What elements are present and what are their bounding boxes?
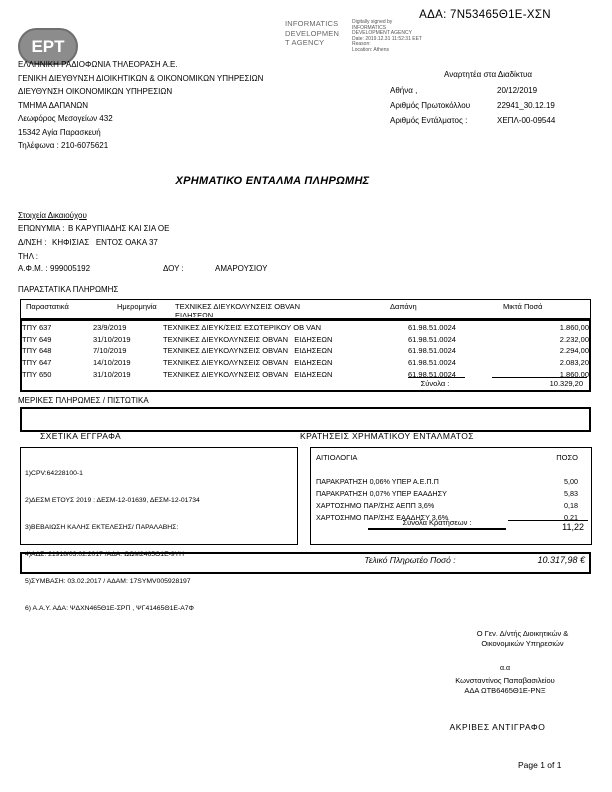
invoice-description: ΤΕΧΝΙΚΕΣ ΔΙΕΥΚΟΛΥΝΣΕΙΣ ΟΒVAN ΕΙΔΗΣΕΩΝ bbox=[163, 358, 333, 368]
signatory-ada: ΑΔΑ ΩΤΒ6465Θ1Ε-ΡΝΞ bbox=[464, 686, 546, 695]
invoice-expense-code: 61.98.51.0024 bbox=[408, 346, 456, 356]
city-label: Αθήνα , bbox=[390, 86, 418, 95]
related-docs-lines bbox=[25, 451, 295, 631]
invoice-expense-code: 61.98.51.0024 bbox=[408, 323, 456, 333]
invoice-expense-code: 61.98.51.0024 bbox=[408, 369, 456, 379]
stamp-detail-line: DEVELOPMENT AGENCY bbox=[352, 30, 412, 37]
sender-line: ΔΙΕΥΘΥΝΣΗ ΟΙΚΟΝΟΜΙΚΩΝ ΥΠΗΡΕΣΙΩΝ bbox=[18, 87, 173, 96]
order-number-label: Αριθμός Εντάλματος : bbox=[390, 116, 468, 125]
signatory-name: Κωνσταντίνος Παπαβασιλείου bbox=[455, 676, 555, 685]
invoice-description: ΤΕΧΝΙΚΕΣ ΔΙΕΥΚΟΛΥΝΣΕΙΣ ΟΒVAN ΕΙΔΗΣΕΩΝ bbox=[163, 369, 333, 379]
sender-line: ΓΕΝΙΚΗ ΔΙΕΥΘΥΝΣΗ ΔΙΟΙΚΗΤΙΚΩΝ & ΟΙΚΟΝΟΜΙΚΩΝ ΥΠΗΡΕΣΙΩΝ bbox=[18, 73, 264, 83]
invoice-date: 14/10/2019 bbox=[93, 358, 131, 368]
invoice-gross-amount: 2.294,00 bbox=[559, 346, 589, 356]
invoice-date: 31/10/2019 bbox=[93, 334, 131, 344]
col-header-doc: Παραστατικά bbox=[26, 302, 69, 311]
deductions-total-label: Σύνολα Κρατήσεων : bbox=[368, 518, 506, 530]
final-amount-label: Τελικό Πληρωτέο Ποσό : bbox=[364, 555, 456, 565]
invoice-gross-amount: 2.232,00 bbox=[559, 334, 589, 344]
digital-signature-details bbox=[352, 20, 442, 54]
invoice-date: 31/10/2019 bbox=[93, 369, 131, 379]
stamp-detail-line: Location: Athens bbox=[352, 46, 389, 53]
sender-info-block bbox=[18, 58, 348, 153]
totals-label: Σύνολα : bbox=[420, 378, 450, 388]
invoice-doc: ΤΠΥ 647 bbox=[22, 358, 52, 368]
stamp-detail-line: INFORMATICS bbox=[352, 24, 387, 31]
col-header-description: ΤΕΧΝΙΚΕΣ ΔΙΕΥΚΟΛΥΝΣΕΙΣ ΟΒVAN bbox=[175, 302, 300, 311]
sender-line: ΕΛΛΗΝΙΚΗ ΡΑΔΙΟΦΩΝΙΑ ΤΗΛΕΟΡΑΣΗ Α.Ε. bbox=[18, 60, 178, 69]
related-doc-line: 1)CPV:64228100-1 bbox=[25, 470, 83, 477]
stamp-detail-line: Date: 2019.12.31 11:52:31 EET bbox=[352, 35, 422, 42]
deduction-amount: 0,18 bbox=[564, 501, 578, 510]
sender-line: Τηλέφωνα : 210-6075621 bbox=[18, 141, 109, 150]
by-order-note: α.α bbox=[499, 665, 511, 672]
beneficiary-address-label: Δ/ΝΣΗ : bbox=[18, 238, 47, 247]
stamp-agency-line: DEVELOPMEN bbox=[285, 28, 340, 38]
related-doc-line: 4)ΑΔΣ: 21918/03.02.2017 /ΑΔΑ: ΩΩΜ2465Θ1Ε-9ΥΗ bbox=[25, 551, 185, 558]
stamp-detail-line: Reason: bbox=[352, 41, 371, 48]
deductions-total-rule bbox=[508, 520, 588, 521]
signatory-title bbox=[440, 629, 605, 649]
col-header-gross: Μικτά Ποσά bbox=[503, 302, 543, 311]
beneficiary-afm: 999005192 bbox=[50, 264, 91, 273]
beneficiary-name: Β ΚΑΡΥΠΙΑΔΗΣ ΚΑΙ ΣΙΑ ΟΕ bbox=[68, 224, 170, 233]
stamp-detail-line: Digitally signed by bbox=[352, 19, 393, 25]
deduction-reason: ΠΑΡΑΚΡΑΤΗΣΗ 0,06% ΥΠΕΡ Α.Ε.Π.Π bbox=[316, 477, 439, 486]
document-date: 20/12/2019 bbox=[497, 86, 538, 95]
signatory-title-line: Ο Γεν. Δ/ντής Διοικητικών & bbox=[476, 629, 569, 638]
related-doc-line: 3)ΒΕΒΑΙΩΣΗ ΚΑΛΗΣ ΕΚΤΕΛΕΣΗΣ/ ΠΑΡΑΛΑΒΗΣ: bbox=[25, 524, 179, 531]
deduction-amount: 0,21 bbox=[564, 513, 578, 522]
certified-copy-label: ΑΚΡΙΒΕΣ ΑΝΤΙΓΡΑΦΟ bbox=[449, 722, 546, 732]
invoice-doc: ΤΠΥ 649 bbox=[22, 334, 52, 344]
invoice-gross-amount: 1.860,00 bbox=[559, 323, 589, 333]
protocol-label: Αριθμός Πρωτοκόλλου bbox=[390, 101, 471, 110]
final-amount-value: 10.317,98 € bbox=[537, 555, 585, 565]
deductions-amount-header: ΠΟΣΟ bbox=[556, 453, 578, 462]
beneficiary-address: ΚΗΦΙΣΙΑΣ ΕΝΤΟΣ ΟΑΚΑ 37 bbox=[52, 238, 158, 247]
invoice-gross-amount: 2.083,20 bbox=[559, 358, 589, 368]
invoice-doc: ΤΠΥ 650 bbox=[22, 369, 52, 379]
beneficiary-afm-label: Α.Φ.Μ. : bbox=[18, 264, 48, 273]
sender-line: Λεωφόρος Μεσογείων 432 bbox=[18, 114, 113, 123]
beneficiary-doy-label: ΔΟΥ : bbox=[163, 264, 184, 273]
invoice-expense-code: 61.98.51.0024 bbox=[408, 358, 456, 368]
invoice-row bbox=[22, 345, 589, 357]
beneficiary-name-label: ΕΠΩΝΥΜΙΑ : bbox=[18, 224, 65, 233]
ada-number: ΑΔΑ: 7Ν53465Θ1Ε-ΧΣΝ bbox=[419, 9, 551, 21]
invoice-description: ΤΕΧΝΙΚΕΣ ΔΙΕΥΚΟΛΥΝΣΕΙΣ ΟΒVAN ΕΙΔΗΣΕΩΝ bbox=[163, 334, 333, 344]
invoice-description: ΤΕΧΝΙΚΕΣ ΔΙΕΥΚ/ΣΕΙΣ ΕΣΩΤΕΡΙΚΟΥ ΟΒ VAN bbox=[163, 323, 322, 333]
totals-value: 10.329,20 bbox=[549, 378, 583, 388]
partial-payments-label: ΜΕΡΙΚΕΣ ΠΛΗΡΩΜΕΣ / ΠΙΣΤΩΤΙΚΑ bbox=[18, 396, 149, 405]
invoice-row bbox=[22, 357, 589, 369]
col-header-date: Ημερομηνία bbox=[117, 302, 157, 311]
invoice-date: 23/9/2019 bbox=[93, 323, 127, 333]
sender-line: 15342 Αγία Παρασκευή bbox=[18, 127, 101, 137]
invoice-date: 7/10/2019 bbox=[93, 346, 127, 356]
order-number: ΧΕΠΛ-00-09544 bbox=[497, 116, 556, 125]
invoice-row bbox=[22, 322, 589, 334]
digital-signature-stamp bbox=[285, 19, 355, 48]
invoice-doc: ΤΠΥ 637 bbox=[22, 323, 52, 333]
invoice-expense-code: 61.98.51.0024 bbox=[408, 334, 456, 344]
related-docs-heading: ΣΧΕΤΙΚΑ ΕΓΓΡΑΦΑ bbox=[40, 431, 122, 441]
deduction-amount: 5,83 bbox=[564, 489, 578, 498]
anartitea-note: Αναρτητέα στα Διαδίκτυα bbox=[444, 70, 532, 79]
col-header-expense: Δαπάνη bbox=[390, 302, 417, 311]
beneficiary-heading: Στοιχεία Δικαιούχου bbox=[18, 211, 87, 220]
sender-line: ΤΜΗΜΑ ΔΑΠΑΝΩΝ bbox=[18, 100, 88, 110]
document-title: ΧΡΗΜΑΤΙΚΟ ΕΝΤΑΛΜΑ ΠΛΗΡΩΜΗΣ bbox=[175, 175, 370, 187]
deduction-reason: ΧΑΡΤΟΣΗΜΟ ΠΑΡ/ΣΗΣ ΕΑΑΔΗΣΥ 3,6% bbox=[316, 513, 449, 522]
deduction-reason: ΧΑΡΤΟΣΗΜΟ ΠΑΡ/ΣΗΣ ΑΕΠΠ 3,6% bbox=[316, 501, 435, 510]
signatory-title-line: Οικονομικών Υπηρεσιών bbox=[481, 639, 564, 648]
deduction-reason: ΠΑΡΑΚΡΑΤΗΣΗ 0,07% ΥΠΕΡ ΕΑΑΔΗΣΥ bbox=[316, 489, 447, 498]
stamp-agency-line: T AGENCY bbox=[285, 38, 325, 47]
invoice-gross-amount: 1.860,00 bbox=[559, 369, 589, 379]
beneficiary-doy: ΑΜΑΡΟΥΣΙΟΥ bbox=[215, 264, 268, 273]
ert-logo-text: ΕΡΤ bbox=[31, 36, 65, 56]
deductions-heading: ΚΡΑΤΗΣΕΙΣ ΧΡΗΜΑΤΙΚΟΥ ΕΝΤΑΛΜΑΤΟΣ bbox=[300, 431, 474, 441]
related-doc-line: 6) Α.Α.Υ. ΑΔΑ: ΨΔΧΝ465Θ1Ε-ΣΡΠ , ΨΓ41465Θ1Ε-Α7Φ bbox=[25, 605, 194, 612]
deduction-amount: 5,00 bbox=[564, 477, 578, 486]
page-number: Page 1 of 1 bbox=[518, 760, 562, 770]
protocol-number: 22941_30.12.19 bbox=[497, 101, 555, 110]
related-doc-line: 2)ΔΕΣΜ ΕΤΟΥΣ 2019 : ΔΕΣΜ-12-01639, ΔΕΣΜ-12-01734 bbox=[25, 497, 200, 504]
col-header-description-line2: ΕΙΔΗΣΕΩΝ bbox=[175, 311, 214, 317]
invoice-description: ΤΕΧΝΙΚΕΣ ΔΙΕΥΚΟΛΥΝΣΕΙΣ ΟΒVAN ΕΙΔΗΣΕΩΝ bbox=[163, 346, 333, 356]
beneficiary-phone-label: ΤΗΛ : bbox=[18, 252, 39, 261]
stamp-agency-line: INFORMATICS bbox=[285, 19, 339, 28]
invoices-section-label: ΠΑΡΑΣΤΑΤΙΚΑ ΠΛΗΡΩΜΗΣ bbox=[18, 285, 119, 294]
deductions-total-value: 11,22 bbox=[562, 522, 584, 532]
invoice-row bbox=[22, 334, 589, 346]
related-doc-line: 5)ΣΥΜΒΑΣΗ: 03.02.2017 / ΑΔΑΜ: 17SYMV005928197 bbox=[25, 578, 191, 585]
invoice-doc: ΤΠΥ 648 bbox=[22, 346, 52, 356]
deductions-reason-header: ΑΙΤΙΟΛΟΓΙΑ bbox=[316, 453, 358, 462]
partial-payments-box bbox=[20, 407, 591, 432]
